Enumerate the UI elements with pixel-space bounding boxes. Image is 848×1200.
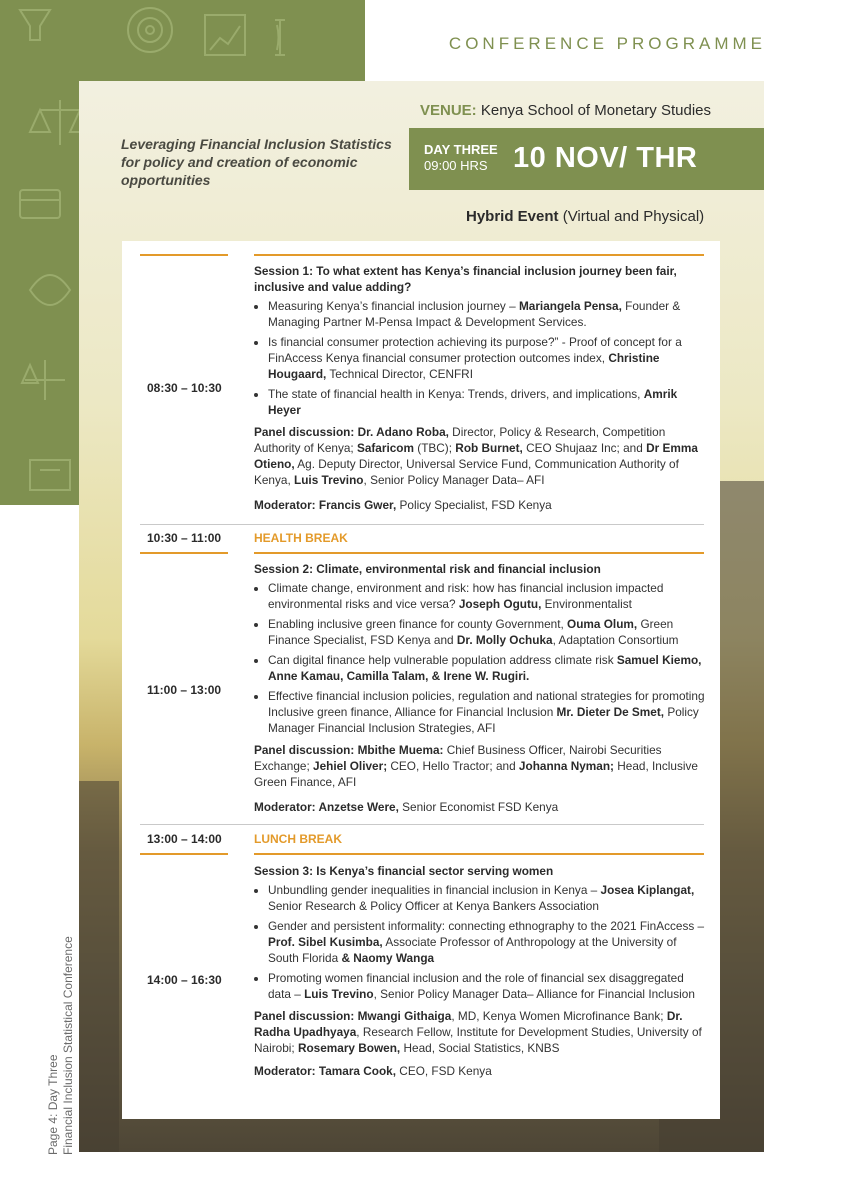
session-2-panel: Panel discussion: Mbithe Muema: Chief Business Officer, Nairobi Securities Exchange; Jehiel Oliver; CEO, Hello Tractor; and Johanna Nyman; Head, Inclusive Green Finance, AFI <box>254 743 698 789</box>
time-divider <box>140 552 228 554</box>
event-date: 10 NOV/ THR <box>513 142 698 174</box>
day-label: DAY THREE <box>424 142 498 157</box>
page-label: Page 4: Day Three <box>46 1054 60 1155</box>
session-1 <box>254 263 708 513</box>
event-type <box>466 208 704 225</box>
session-1-talks <box>254 298 708 418</box>
list-item: • Enabling inclusive green finance for county Government, Ouma Olum, Green Finance Specialist, FSD Kenya and Dr. Molly Ochuka, Adaptation Consortium <box>268 616 708 648</box>
session-1-moderator: Moderator: Francis Gwer, Policy Specialist, FSD Kenya <box>254 498 552 512</box>
programme-schedule-card <box>122 241 720 1119</box>
list-item: • Measuring Kenya’s financial inclusion journey – Mariangela Pensa, Founder & Managing Partner M-Pensa Impact & Development Services. <box>268 298 708 330</box>
session-1-title: Session 1: To what extent has Kenya’s financial inclusion journey been fair, inclusive and value adding? <box>254 264 677 294</box>
conference-tagline: Leveraging Financial Inclusion Statistics for policy and creation of economic opportunities <box>121 136 392 188</box>
list-item: • Can digital finance help vulnerable population address climate risk Samuel Kiemo, Anne Kamau, Camilla Talam, & Irene W. Rugiri. <box>268 652 708 684</box>
content-divider <box>254 254 704 256</box>
content-divider <box>254 552 704 554</box>
session-3-panel: Panel discussion: Mwangi Githaiga, MD, Kenya Women Microfinance Bank; Dr. Radha Upadhyaya, Research Fellow, Institute for Development Studies, University of Nairobi; Rosemary Bowen, Head, Social Statistics, KNBS <box>254 1009 702 1055</box>
venue-name: Kenya School of Monetary Studies <box>480 102 711 119</box>
session-2-moderator: Moderator: Anzetse Were, Senior Economist FSD Kenya <box>254 800 559 814</box>
session-2-talks <box>254 580 708 736</box>
time-divider <box>140 254 228 256</box>
list-item: • Gender and persistent informality: connecting ethnography to the 2021 FinAccess – Prof. Sibel Kusimba, Associate Professor of Anthropology at the University of South Florida & Naomy Wanga <box>268 918 708 966</box>
lunch-break-label: LUNCH BREAK <box>254 832 342 846</box>
day-banner <box>409 128 764 190</box>
start-time-label: 09:00 HRS <box>424 158 488 173</box>
session-2 <box>254 561 708 815</box>
list-item: • Effective financial inclusion policies, regulation and national strategies for promoting Inclusive green finance, Alliance for Financial Inclusion Mr. Dieter De Smet, Policy Manager Financial Inclusion Strategies, AFI <box>268 688 708 736</box>
list-item: • Is financial consumer protection achieving its purpose?” - Proof of concept for a FinAccess Kenya financial consumer protection outcomes index, Christine Hougaard, Technical Director, CENFRI <box>268 334 708 382</box>
list-item: • Promoting women financial inclusion and the role of financial sex disaggregated data – Luis Trevino, Senior Policy Manager Data– Alliance for Financial Inclusion <box>268 970 708 1002</box>
health-break-label: HEALTH BREAK <box>254 531 348 545</box>
page-footer-vertical <box>46 936 76 1155</box>
lunch-break-time: 13:00 – 14:00 <box>147 832 222 846</box>
session-1-time: 08:30 – 10:30 <box>147 381 222 395</box>
row-divider <box>140 824 704 825</box>
venue <box>420 102 711 119</box>
list-item: • The state of financial health in Kenya: Trends, drivers, and implications, Amrik Heyer <box>268 386 708 418</box>
time-divider <box>140 853 228 855</box>
list-item: • Climate change, environment and risk: how has financial inclusion impacted environmental risks and vice versa? Joseph Ogutu, Environmentalist <box>268 580 708 612</box>
session-2-time: 11:00 – 13:00 <box>147 683 222 697</box>
session-2-title: Session 2: Climate, environmental risk and financial inclusion <box>254 562 601 576</box>
event-type-detail: (Virtual and Physical) <box>558 208 705 225</box>
row-divider <box>140 524 704 525</box>
session-1-panel: Panel discussion: Dr. Adano Roba, Director, Policy & Research, Competition Authority of Kenya; Safaricom (TBC); Rob Burnet, CEO Shujaaz Inc; and Dr Emma Otieno, Ag. Deputy Director, Universal Service Fund, Communication Authority of Kenya, Luis Trevino, Senior Policy Manager Data– AFI <box>254 425 698 487</box>
venue-label: VENUE: <box>420 102 477 119</box>
session-3-time: 14:00 – 16:30 <box>147 973 222 987</box>
conference-name: Financial Inclusion Statistical Conference <box>61 936 75 1155</box>
content-divider <box>254 853 704 855</box>
session-3 <box>254 863 708 1079</box>
session-3-moderator: Moderator: Tamara Cook, CEO, FSD Kenya <box>254 1064 492 1078</box>
event-type-bold: Hybrid Event <box>466 208 559 225</box>
health-break-time: 10:30 – 11:00 <box>147 531 222 545</box>
list-item: • Unbundling gender inequalities in financial inclusion in Kenya – Josea Kiplangat, Senior Research & Policy Officer at Kenya Bankers Association <box>268 882 708 914</box>
conference-programme-title: CONFERENCE PROGRAMME <box>448 34 766 53</box>
session-3-talks <box>254 882 708 1002</box>
session-3-title: Session 3: Is Kenya’s financial sector serving women <box>254 864 554 878</box>
